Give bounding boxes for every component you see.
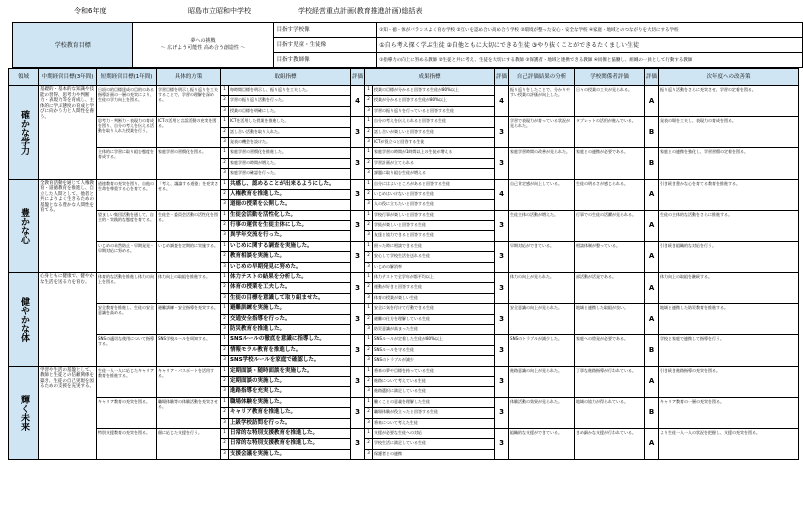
index-eval: 3 [351, 304, 365, 335]
result-item: 進路について考えている生徒 [373, 376, 495, 386]
index-item: 家庭学習の時間が増えた。 [229, 158, 351, 168]
result-eval: 3 [495, 117, 509, 148]
result-number: 3 [365, 356, 373, 366]
stakeholder-grade: A [645, 304, 659, 335]
col-index: 取組指標 [221, 69, 351, 86]
next-year-plan: 生徒の主体的な活動をさらに推進する。 [659, 210, 799, 241]
plan-table [8, 68, 799, 460]
next-year-plan: 引き続き組織的な対応を行う。 [659, 241, 799, 272]
stakeholder-grade: A [645, 179, 659, 210]
mid-term-goal: 心身ともに健康で、健やかな生活を送る力を育む。 [39, 273, 97, 367]
table-row [9, 179, 799, 189]
index-eval: 3 [351, 273, 365, 304]
index-item: 職場体験を実施した。 [229, 397, 351, 407]
specific-plan: SNS学校ルールを周知する。 [157, 335, 221, 366]
table-row [9, 241, 799, 251]
result-number: 2 [365, 158, 373, 168]
index-number: 3 [221, 324, 229, 334]
stakeholder-grade: B [645, 397, 659, 428]
index-number: 1 [221, 117, 229, 127]
index-number: 3 [221, 106, 229, 116]
result-eval: 3 [495, 210, 509, 241]
index-number: 1 [221, 366, 229, 376]
result-item: 学習計画が立てられる [373, 158, 495, 168]
index-eval: 3 [351, 428, 365, 459]
short-term-goal: いじめの未然防止・早期発見・早期対応に努める。 [97, 241, 157, 272]
self-analysis: 生徒主体の活動が増えた。 [509, 210, 575, 241]
result-number: 2 [365, 345, 373, 355]
result-item: 学校行事が楽しいと回答する生徒 [373, 210, 495, 220]
school-goal-items: ①知・徳・体がバランスよく育む学校 ②互いを認め合い高め合う学校 ③環境が整った安心・安全な学校 ④家庭・地域とのつながりを大切にする学校 [377, 23, 803, 38]
stakeholder-eval: 家庭との連携が必要である。 [575, 148, 645, 179]
index-number: 2 [221, 252, 229, 262]
result-item: 進路選択に満足している生徒 [373, 387, 495, 397]
result-number: 1 [365, 304, 373, 314]
index-eval: 3 [351, 179, 365, 210]
result-item: 授業が分かると回答する生徒が80%以上 [373, 96, 495, 106]
self-analysis: 安全意識の向上が見られた。 [509, 304, 575, 335]
self-analysis: 体験活動の効果が見られた。 [509, 397, 575, 428]
index-number: 2 [221, 96, 229, 106]
result-number: 1 [365, 148, 373, 158]
next-year-plan: 振り返り活動をさらに充実させ、学習の定着を図る。 [659, 86, 799, 117]
result-item: 友達と協力できると回答する生徒 [373, 231, 495, 241]
result-number: 2 [365, 127, 373, 137]
result-number: 3 [365, 106, 373, 116]
result-item: 避難の仕方を理解している生徒 [373, 314, 495, 324]
next-year-plan: 引き続き進路指導の充実を図る。 [659, 366, 799, 397]
short-term-goal: キャリア教育の充実を図る。 [97, 397, 157, 428]
result-item: 学習の振り返りを行っていると回答する生徒 [373, 106, 495, 116]
next-year-plan: 学校と家庭で連携して指導を行う。 [659, 335, 799, 366]
result-number: 2 [365, 221, 373, 231]
index-number: 3 [221, 449, 229, 459]
specific-plan: 「考え、議論する道徳」を充実させる。 [157, 179, 221, 210]
self-analysis: 体力の向上が見られた。 [509, 273, 575, 304]
result-number: 1 [365, 397, 373, 407]
result-item: 保護者との連携 [373, 449, 495, 459]
index-item: いじめに関する調査を実施した。 [229, 241, 351, 251]
index-item: 家庭学習の習慣化を推進した。 [229, 148, 351, 158]
index-number: 1 [221, 148, 229, 158]
result-item: 将来の夢や目標を持っている生徒 [373, 366, 495, 376]
index-item: SNS学校ルールを家庭で確認した。 [229, 356, 351, 366]
stakeholder-grade: B [645, 148, 659, 179]
result-number: 3 [365, 449, 373, 459]
index-item: 体力テストの結果を分析した。 [229, 273, 351, 283]
index-item: 授業の目標を明確にした。 [229, 106, 351, 116]
index-item: 毎時間目標を明示し、振り返りを工夫した。 [229, 86, 351, 96]
index-item: 道徳の授業を公開した。 [229, 200, 351, 210]
result-item: 学級が楽しいと回答する生徒 [373, 221, 495, 231]
index-item: 教育相談を実施した。 [229, 252, 351, 262]
next-year-plan: 発表の場を工夫し、表現力の育成を図る。 [659, 117, 799, 148]
self-analysis: 学習で表現力が育っている状況が見られた。 [509, 117, 575, 148]
col-result: 成果指標 [365, 69, 495, 86]
stakeholder-eval: きめ細かな支援が行われている。 [575, 428, 645, 459]
stakeholder-grade: A [645, 241, 659, 272]
index-item: 体育の授業を工夫した。 [229, 283, 351, 293]
result-item: 職場体験が役立ったと回答する生徒 [373, 408, 495, 418]
result-number: 3 [365, 418, 373, 428]
index-number: 3 [221, 356, 229, 366]
index-item: SNSルールの徹底を意識に指導した。 [229, 335, 351, 345]
index-item: キャリア教育を推進した。 [229, 408, 351, 418]
index-number: 1 [221, 428, 229, 438]
short-term-goal: 道徳教育の充実を図り、自他の生命を尊重する心を育てる。 [97, 179, 157, 210]
index-number: 2 [221, 408, 229, 418]
index-item: いじめの早期発見に努めた。 [229, 262, 351, 272]
index-item: 定期面談の実施した。 [229, 376, 351, 386]
index-item: 日常的な特別支援教育を推進した。 [229, 439, 351, 449]
specific-plan: 個に応じた支援を行う。 [157, 428, 221, 459]
col-mid: 中期経営目標(3年間) [39, 69, 97, 86]
table-row [9, 428, 799, 438]
index-item: 家庭学習の確認を行った。 [229, 169, 351, 179]
result-eval: 4 [495, 179, 509, 210]
result-item: 課題に取り組む生徒が増える [373, 169, 495, 179]
stakeholder-eval: 日々の授業の工夫が見られる。 [575, 86, 645, 117]
result-number: 1 [365, 210, 373, 220]
result-number: 3 [365, 200, 373, 210]
specific-plan: 生徒会・委員会活動の活性化を図る。 [157, 210, 221, 241]
col-stakeholder: 学校関係者評価 [575, 69, 645, 86]
index-number: 1 [221, 86, 229, 96]
plan-table-body [9, 86, 799, 460]
result-number: 1 [365, 86, 373, 96]
short-term-goal: 安全教育を推進し、生徒の安全意識を高める。 [97, 304, 157, 335]
school-goal-label: 目指す学校像 [273, 23, 377, 38]
result-item: 支援が必要な生徒への対応 [373, 428, 495, 438]
specific-plan: 学習目標を明示し振り返りを工夫することで、学習の理解を深める。 [157, 86, 221, 117]
next-year-plan: 地域と連携した防災教育を推進する。 [659, 304, 799, 335]
specific-plan: 体力向上の取組を推進する。 [157, 273, 221, 304]
result-number: 1 [365, 428, 373, 438]
result-number: 1 [365, 366, 373, 376]
index-item: 防災教育を推進した。 [229, 324, 351, 334]
result-number: 1 [365, 179, 373, 189]
index-number: 1 [221, 335, 229, 345]
self-analysis: 組織的な支援ができている。 [509, 428, 575, 459]
index-item: ICTを活用した授業を推進した。 [229, 117, 351, 127]
next-year-plan: キャリア教育の一層の充実を図る。 [659, 397, 799, 428]
table-row [9, 273, 799, 283]
specific-plan: 家庭学習の習慣化を図る。 [157, 148, 221, 179]
index-number: 3 [221, 293, 229, 303]
result-item: 学校生活に満足している生徒 [373, 439, 495, 449]
index-number: 2 [221, 158, 229, 168]
index-item: 日常的な特別支援教育を推進した。 [229, 428, 351, 438]
index-number: 2 [221, 314, 229, 324]
result-item: 運動が好きと回答する生徒 [373, 283, 495, 293]
teacher-goal-label: 目指す教師像 [273, 53, 377, 68]
index-number: 3 [221, 231, 229, 241]
school-name: 昭島市立昭和中学校 [188, 7, 251, 15]
education-goal-label: 学校教育目標 [13, 23, 133, 68]
result-number: 3 [365, 387, 373, 397]
result-number: 3 [365, 137, 373, 147]
vision [133, 23, 273, 68]
student-goal-label: 目指す児童・生徒像 [273, 38, 377, 53]
short-term-goal: 主体的に学習に取り組む態度を育成する。 [97, 148, 157, 179]
result-eval: 3 [495, 304, 509, 335]
teacher-goal-items: ①指導力の向上に努める教師 ②生徒と共に考え、生徒を大切にする教師 ③保護者・地域と連携できる教師 ④同僚と協働し、組織の一員として行動する教師 [377, 53, 803, 68]
index-number: 1 [221, 210, 229, 220]
stakeholder-eval: タブレットの活用が進んでいる。 [575, 117, 645, 148]
short-term-goal: 特別支援教育の充実を図る。 [97, 428, 157, 459]
index-item: 進路指導を充実した。 [229, 387, 351, 397]
index-number: 2 [221, 127, 229, 137]
header-row [9, 69, 799, 86]
index-number: 2 [221, 345, 229, 355]
result-number: 1 [365, 117, 373, 127]
area-label: 確かな学力 [9, 86, 39, 180]
index-item: 避難訓練を実施した。 [229, 304, 351, 314]
stakeholder-eval: 相談体制が整っている。 [575, 241, 645, 272]
col-eval3: 評価 [645, 69, 659, 86]
index-number: 1 [221, 241, 229, 251]
index-eval: 3 [351, 366, 365, 397]
index-item: 交通安全指導を行った。 [229, 314, 351, 324]
stakeholder-grade: A [645, 210, 659, 241]
index-number: 2 [221, 283, 229, 293]
index-eval: 3 [351, 397, 365, 428]
table-row [9, 335, 799, 345]
index-item: 異学年交流を行った。 [229, 231, 351, 241]
mid-term-goal: 基礎的・基本的な知識や技能の習得、思考力や判断力・表現力等を育成し、主体的に学ぶ態度の育成と学びに向かう力と人間性を養う。 [39, 86, 97, 180]
index-item: 生徒の目標を意識して取り組ませた。 [229, 293, 351, 303]
result-item: 人の役に立ちたいと回答する生徒 [373, 200, 495, 210]
result-number: 2 [365, 96, 373, 106]
stakeholder-grade: A [645, 86, 659, 117]
index-number: 3 [221, 387, 229, 397]
result-number: 3 [365, 262, 373, 272]
self-analysis: 家庭学習時間の改善が見られた。 [509, 148, 575, 179]
specific-plan: 職場体験等の体験活動を充実させる。 [157, 397, 221, 428]
col-next: 次年度への改善策 [659, 69, 799, 86]
result-item: 自分の考えを伝えられると回答する生徒 [373, 117, 495, 127]
result-item: 体力テストで全学年が都平均以上 [373, 273, 495, 283]
result-item: いじめの解消率 [373, 262, 495, 272]
table-row [9, 366, 799, 376]
result-item: SNSのトラブルが減少 [373, 356, 495, 366]
index-number: 3 [221, 200, 229, 210]
result-item: 安心して学校生活を送れる生徒 [373, 252, 495, 262]
index-number: 3 [221, 169, 229, 179]
fiscal-year: 令和6年度 [74, 7, 107, 15]
self-analysis: 早期対応ができている。 [509, 241, 575, 272]
mid-term-goal: 全教育活動を通じて人権教育・道徳教育を推進し、自立した人間として、他者と共によりよく生きるための基盤となる豊かな人間性を育てる。 [39, 179, 97, 273]
index-item: 支援会議を実施した。 [229, 449, 351, 459]
result-number: 1 [365, 335, 373, 345]
result-item: SNSルールが定着した生徒が80%以上 [373, 335, 495, 345]
self-analysis: 振り返りをしたことで、分かりやすい授業の評価が向上した。 [509, 86, 575, 117]
index-number: 3 [221, 137, 229, 147]
area-label: 健やかな体 [9, 273, 39, 367]
index-number: 1 [221, 273, 229, 283]
result-number: 3 [365, 231, 373, 241]
area-label: 豊かな心 [9, 179, 39, 273]
specific-plan: 避難訓練・安全指導を充実する。 [157, 304, 221, 335]
result-item: 家庭学習の時間が1時間以上の生徒が増える [373, 148, 495, 158]
result-item: 防災意識が高まった生徒 [373, 324, 495, 334]
stakeholder-eval: 地域の協力が得られている。 [575, 397, 645, 428]
self-analysis: SNSのトラブルが減少した。 [509, 335, 575, 366]
result-number: 1 [365, 273, 373, 283]
next-year-plan: 引き続き豊かな心を育てる教育を推進する。 [659, 179, 799, 210]
stakeholder-grade: B [645, 335, 659, 366]
table-row [9, 117, 799, 127]
result-item: 話し合いが楽しいと回答する生徒 [373, 127, 495, 137]
result-number: 3 [365, 293, 373, 303]
result-number: 2 [365, 189, 373, 199]
stakeholder-grade: A [645, 428, 659, 459]
index-item: 行事の運営を生徒主体にした。 [229, 221, 351, 231]
result-item: 困った時に相談できる生徒 [373, 241, 495, 251]
stakeholder-eval: 行事での生徒の活躍が見られる。 [575, 210, 645, 241]
index-number: 1 [221, 179, 229, 189]
stakeholder-eval: 部活動が活発である。 [575, 273, 645, 304]
index-eval: 3 [351, 335, 365, 366]
stakeholder-eval: 地域と連携した取組が良い。 [575, 304, 645, 335]
result-number: 3 [365, 169, 373, 179]
result-number: 2 [365, 376, 373, 386]
index-item: 生徒会活動を活性化した。 [229, 210, 351, 220]
result-item: 将来について考えた生徒 [373, 418, 495, 428]
col-self: 自己評価結果の分析 [509, 69, 575, 86]
index-item: 話し合い活動を取り入れた。 [229, 127, 351, 137]
stakeholder-grade: A [645, 366, 659, 397]
index-eval: 4 [351, 86, 365, 117]
col-eval2: 評価 [495, 69, 509, 86]
result-item: 自分にはよいところがあると回答する生徒 [373, 179, 495, 189]
index-eval: 3 [351, 117, 365, 148]
result-number: 2 [365, 439, 373, 449]
result-item: 安全に気を付けて行動できる生徒 [373, 304, 495, 314]
result-item: 働くことの意義を理解した生徒 [373, 397, 495, 407]
result-number: 2 [365, 252, 373, 262]
next-year-plan: 家庭との連携を強化し、学習習慣の定着を図る。 [659, 148, 799, 179]
result-number: 3 [365, 324, 373, 334]
index-number: 2 [221, 189, 229, 199]
index-item: 共感し、認めることが出来るようにした。 [229, 179, 351, 189]
document-title: 学校経営重点計画(教育推進計画)総括表 [298, 7, 423, 15]
short-term-goal: 生徒一人一人に応じたキャリア教育を推進する。 [97, 366, 157, 397]
index-item: 学習の振り返り活動を行った。 [229, 96, 351, 106]
index-number: 2 [221, 376, 229, 386]
short-term-goal: 日頃の的目標達成の目的のある指導計画の一層の充実により、生徒の学力向上を図る。 [97, 86, 157, 117]
result-eval: 3 [495, 397, 509, 428]
stakeholder-eval: 丁寧な進路指導が行われている。 [575, 366, 645, 397]
index-number: 1 [221, 397, 229, 407]
index-item: 定期面談・随時面談を実施した。 [229, 366, 351, 376]
vision-line2: 〜 広げよう可能性 高め合う創造性 〜 [160, 45, 246, 51]
index-number: 3 [221, 418, 229, 428]
index-number: 1 [221, 304, 229, 314]
result-item: ICTが役立つと回答する生徒 [373, 137, 495, 147]
stakeholder-eval: 生徒の明るさが感じられる。 [575, 179, 645, 210]
result-eval: 3 [495, 366, 509, 397]
index-item: 上級学校訪問を行った。 [229, 418, 351, 428]
col-eval1: 評価 [351, 69, 365, 86]
short-term-goal: 望ましい集団活動を通して、自主的・実践的な態度を育てる。 [97, 210, 157, 241]
result-item: SNSルールを守る生徒 [373, 345, 495, 355]
result-number: 1 [365, 241, 373, 251]
mid-term-goal: 学習や生活の基盤として、教師と生徒との信頼関係を築き、生徒の自己実現を図るための支援を充実する。 [39, 366, 97, 460]
table-row [9, 210, 799, 220]
index-number: 2 [221, 439, 229, 449]
self-analysis: 進路意識の向上が見られた。 [509, 366, 575, 397]
stakeholder-grade: B [645, 117, 659, 148]
col-short: 短期経営目標(1年間) [97, 69, 157, 86]
table-row [9, 86, 799, 96]
short-term-goal: 体育的な活動を推進し体力の向上を図る。 [97, 273, 157, 304]
result-eval: 4 [495, 86, 509, 117]
col-plan: 具体的方策 [157, 69, 221, 86]
index-number: 2 [221, 221, 229, 231]
next-year-plan: 体力向上の取組を継続する。 [659, 273, 799, 304]
result-eval: 3 [495, 273, 509, 304]
result-eval: 3 [495, 335, 509, 366]
index-number: 3 [221, 262, 229, 272]
index-eval: 3 [351, 210, 365, 241]
result-number: 2 [365, 283, 373, 293]
result-eval: 3 [495, 148, 509, 179]
student-goal-items: ①自ら考え探く学ぶ生徒 ②自他ともに大切にできる生徒 ③やり抜くことができるたくましい生徒 [377, 38, 803, 53]
index-item: 情報モラル教育を推進した。 [229, 345, 351, 355]
specific-plan: ICTの活用と言語活動の充実を図る。 [157, 117, 221, 148]
result-eval: 3 [495, 241, 509, 272]
specific-plan: いじめ調査を定期的に実施する。 [157, 241, 221, 272]
table-row [9, 304, 799, 314]
result-number: 2 [365, 314, 373, 324]
vision-line1: 夢への挑戦 [190, 38, 216, 44]
result-item: いじめはいけないと回答する生徒 [373, 189, 495, 199]
col-area: 領域 [9, 69, 39, 86]
result-eval: 3 [495, 428, 509, 459]
table-row [9, 148, 799, 158]
result-item: 授業の目標が分かると回答する生徒が80%以上 [373, 86, 495, 96]
goals-table [12, 22, 803, 68]
stakeholder-grade: A [645, 273, 659, 304]
area-label: 輝く未来 [9, 366, 39, 460]
table-row [9, 397, 799, 407]
specific-plan: キャリア・パスポートを活用する。 [157, 366, 221, 397]
stakeholder-eval: 家庭への啓発が必要である。 [575, 335, 645, 366]
next-year-plan: より生徒一人一人の状況を把握し、支援の充実を図る。 [659, 428, 799, 459]
index-item: 人権教育を推進した。 [229, 189, 351, 199]
result-item: 体育の授業が楽しい生徒 [373, 293, 495, 303]
index-eval: 3 [351, 148, 365, 179]
self-analysis: 自己肯定感が向上している。 [509, 179, 575, 210]
index-eval: 3 [351, 241, 365, 272]
short-term-goal: 思考力・判断力・表現力の育成を図り、自分の考えを伝える活動を取り入れた授業を行う。 [97, 117, 157, 148]
result-number: 2 [365, 408, 373, 418]
index-item: 発表の機会を設けた。 [229, 137, 351, 147]
short-term-goal: SNSの適切な使用について指導する。 [97, 335, 157, 366]
